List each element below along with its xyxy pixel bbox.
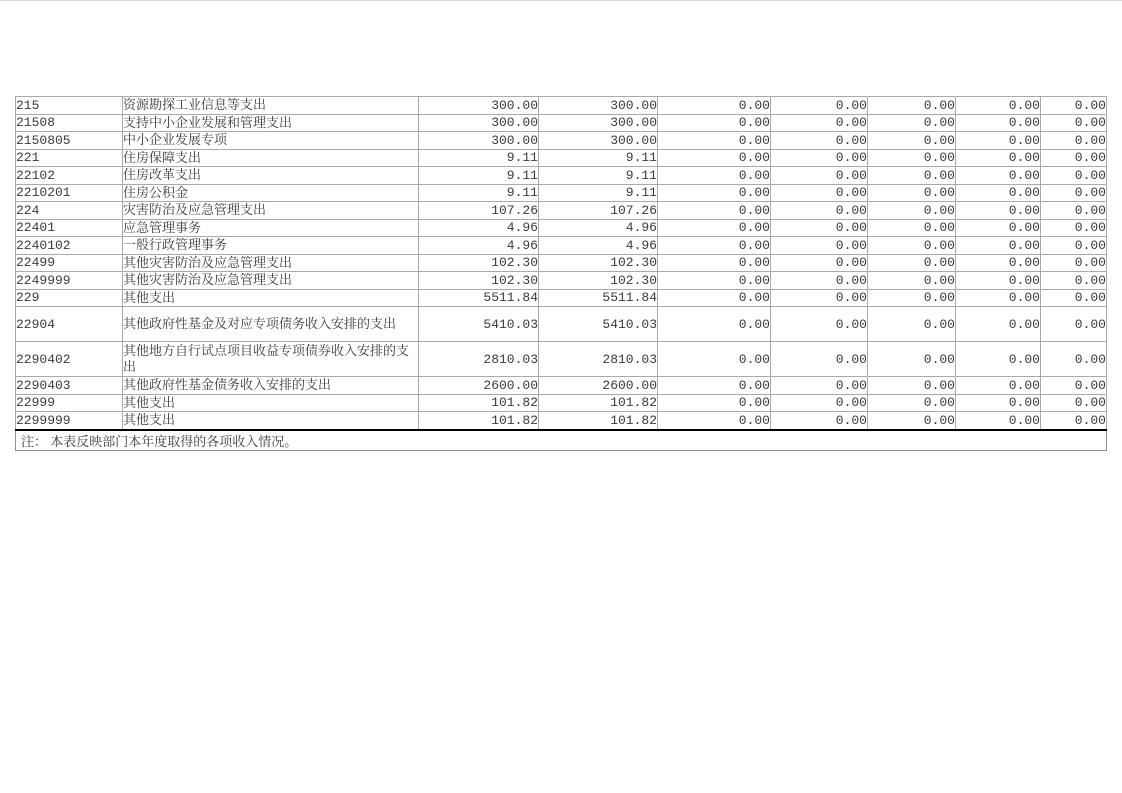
cell-value: 0.00 <box>1041 149 1107 167</box>
cell-value: 0.00 <box>1041 219 1107 237</box>
cell-value: 0.00 <box>868 237 956 255</box>
cell-value: 0.00 <box>771 342 868 377</box>
cell-value: 4.96 <box>419 219 539 237</box>
cell-code: 2249999 <box>16 272 123 290</box>
cell-value: 0.00 <box>956 97 1041 115</box>
cell-value: 9.11 <box>539 167 658 185</box>
cell-value: 0.00 <box>658 132 771 150</box>
cell-value: 107.26 <box>539 202 658 220</box>
page-top-edge <box>0 0 1122 1</box>
cell-value: 0.00 <box>956 412 1041 430</box>
cell-value: 0.00 <box>868 254 956 272</box>
cell-value: 0.00 <box>771 237 868 255</box>
table-row <box>16 114 1107 132</box>
cell-value: 0.00 <box>771 289 868 307</box>
cell-value: 2600.00 <box>539 377 658 395</box>
table-row <box>16 377 1107 395</box>
table-row <box>16 132 1107 150</box>
cell-value: 0.00 <box>658 377 771 395</box>
cell-value: 0.00 <box>658 254 771 272</box>
cell-code: 22999 <box>16 394 123 412</box>
cell-value: 9.11 <box>539 149 658 167</box>
cell-value: 0.00 <box>658 149 771 167</box>
cell-value: 0.00 <box>658 237 771 255</box>
cell-value: 0.00 <box>1041 132 1107 150</box>
cell-value: 0.00 <box>956 237 1041 255</box>
cell-value: 0.00 <box>771 114 868 132</box>
cell-name: 其他政府性基金及对应专项债务收入安排的支出 <box>123 307 419 342</box>
cell-value: 9.11 <box>419 149 539 167</box>
cell-value: 0.00 <box>868 394 956 412</box>
cell-value: 300.00 <box>539 97 658 115</box>
cell-value: 0.00 <box>956 184 1041 202</box>
cell-name: 应急管理事务 <box>123 219 419 237</box>
cell-value: 5511.84 <box>539 289 658 307</box>
cell-value: 0.00 <box>868 412 956 430</box>
cell-value: 0.00 <box>771 394 868 412</box>
table-foot <box>16 430 1107 451</box>
cell-value: 0.00 <box>956 377 1041 395</box>
cell-value: 0.00 <box>771 377 868 395</box>
table-row <box>16 237 1107 255</box>
cell-value: 0.00 <box>868 377 956 395</box>
cell-code: 2299999 <box>16 412 123 430</box>
cell-value: 0.00 <box>658 342 771 377</box>
cell-value: 0.00 <box>1041 254 1107 272</box>
cell-name: 其他支出 <box>123 394 419 412</box>
table-body <box>16 97 1107 430</box>
table-row <box>16 149 1107 167</box>
cell-value: 0.00 <box>771 97 868 115</box>
cell-value: 300.00 <box>539 114 658 132</box>
cell-name: 其他支出 <box>123 412 419 430</box>
cell-value: 0.00 <box>956 307 1041 342</box>
cell-name: 资源勘探工业信息等支出 <box>123 97 419 115</box>
cell-value: 0.00 <box>868 342 956 377</box>
cell-value: 0.00 <box>868 97 956 115</box>
cell-value: 0.00 <box>771 167 868 185</box>
cell-value: 101.82 <box>419 412 539 430</box>
cell-value: 0.00 <box>1041 342 1107 377</box>
cell-value: 107.26 <box>419 202 539 220</box>
cell-name: 住房保障支出 <box>123 149 419 167</box>
table-row <box>16 272 1107 290</box>
cell-code: 21508 <box>16 114 123 132</box>
cell-value: 0.00 <box>771 219 868 237</box>
cell-value: 0.00 <box>868 149 956 167</box>
cell-value: 101.82 <box>539 394 658 412</box>
cell-name: 其他政府性基金债务收入安排的支出 <box>123 377 419 395</box>
table-row <box>16 167 1107 185</box>
cell-value: 9.11 <box>539 184 658 202</box>
cell-value: 300.00 <box>419 114 539 132</box>
cell-name: 灾害防治及应急管理支出 <box>123 202 419 220</box>
cell-value: 0.00 <box>868 132 956 150</box>
cell-value: 0.00 <box>868 219 956 237</box>
cell-value: 102.30 <box>419 272 539 290</box>
cell-value: 0.00 <box>868 167 956 185</box>
cell-code: 22499 <box>16 254 123 272</box>
cell-value: 2600.00 <box>419 377 539 395</box>
cell-value: 0.00 <box>771 254 868 272</box>
cell-value: 0.00 <box>658 167 771 185</box>
cell-name: 住房改革支出 <box>123 167 419 185</box>
cell-code: 22904 <box>16 307 123 342</box>
cell-value: 102.30 <box>539 272 658 290</box>
cell-value: 0.00 <box>868 289 956 307</box>
cell-value: 0.00 <box>1041 202 1107 220</box>
cell-value: 5410.03 <box>419 307 539 342</box>
cell-code: 2290403 <box>16 377 123 395</box>
cell-value: 0.00 <box>771 307 868 342</box>
cell-value: 102.30 <box>419 254 539 272</box>
cell-value: 300.00 <box>419 132 539 150</box>
cell-name: 中小企业发展专项 <box>123 132 419 150</box>
cell-value: 0.00 <box>658 412 771 430</box>
table-note: 注： 本表反映部门本年度取得的各项收入情况。 <box>16 430 1107 451</box>
cell-value: 0.00 <box>868 272 956 290</box>
cell-value: 300.00 <box>539 132 658 150</box>
cell-value: 0.00 <box>1041 167 1107 185</box>
cell-value: 0.00 <box>658 202 771 220</box>
cell-value: 0.00 <box>1041 237 1107 255</box>
cell-value: 0.00 <box>658 97 771 115</box>
cell-value: 0.00 <box>956 132 1041 150</box>
cell-value: 0.00 <box>771 412 868 430</box>
cell-value: 0.00 <box>1041 184 1107 202</box>
table-row <box>16 394 1107 412</box>
cell-value: 9.11 <box>419 167 539 185</box>
cell-code: 22102 <box>16 167 123 185</box>
cell-value: 0.00 <box>771 184 868 202</box>
cell-value: 0.00 <box>658 394 771 412</box>
cell-value: 300.00 <box>419 97 539 115</box>
cell-code: 22401 <box>16 219 123 237</box>
cell-value: 0.00 <box>658 184 771 202</box>
table-row <box>16 289 1107 307</box>
cell-code: 229 <box>16 289 123 307</box>
cell-code: 2210201 <box>16 184 123 202</box>
cell-value: 0.00 <box>1041 412 1107 430</box>
table-row <box>16 202 1107 220</box>
cell-value: 0.00 <box>956 167 1041 185</box>
table-row <box>16 97 1107 115</box>
cell-value: 2810.03 <box>539 342 658 377</box>
cell-value: 0.00 <box>658 114 771 132</box>
cell-code: 221 <box>16 149 123 167</box>
table-row <box>16 307 1107 342</box>
cell-name: 支持中小企业发展和管理支出 <box>123 114 419 132</box>
cell-code: 2150805 <box>16 132 123 150</box>
cell-value: 101.82 <box>419 394 539 412</box>
cell-value: 0.00 <box>771 149 868 167</box>
cell-value: 0.00 <box>658 307 771 342</box>
cell-value: 0.00 <box>771 272 868 290</box>
cell-value: 0.00 <box>956 219 1041 237</box>
cell-name: 一般行政管理事务 <box>123 237 419 255</box>
cell-value: 0.00 <box>1041 394 1107 412</box>
cell-code: 2290402 <box>16 342 123 377</box>
cell-value: 0.00 <box>956 272 1041 290</box>
cell-value: 0.00 <box>956 114 1041 132</box>
cell-value: 0.00 <box>1041 114 1107 132</box>
cell-name: 其他灾害防治及应急管理支出 <box>123 272 419 290</box>
cell-value: 0.00 <box>956 394 1041 412</box>
cell-value: 0.00 <box>868 114 956 132</box>
cell-value: 5410.03 <box>539 307 658 342</box>
cell-value: 2810.03 <box>419 342 539 377</box>
cell-value: 0.00 <box>956 342 1041 377</box>
income-table <box>15 96 1107 451</box>
table-row <box>16 219 1107 237</box>
table-row <box>16 184 1107 202</box>
cell-code: 215 <box>16 97 123 115</box>
cell-name: 其他地方自行试点项目收益专项债券收入安排的支出 <box>123 342 419 377</box>
cell-value: 0.00 <box>658 289 771 307</box>
table-row <box>16 254 1107 272</box>
cell-value: 0.00 <box>1041 289 1107 307</box>
cell-value: 0.00 <box>868 307 956 342</box>
cell-name: 住房公积金 <box>123 184 419 202</box>
cell-value: 4.96 <box>419 237 539 255</box>
cell-name: 其他灾害防治及应急管理支出 <box>123 254 419 272</box>
cell-value: 0.00 <box>956 149 1041 167</box>
cell-value: 0.00 <box>1041 272 1107 290</box>
cell-value: 0.00 <box>956 202 1041 220</box>
cell-value: 101.82 <box>539 412 658 430</box>
cell-value: 0.00 <box>1041 307 1107 342</box>
cell-value: 0.00 <box>1041 97 1107 115</box>
cell-value: 0.00 <box>771 132 868 150</box>
cell-code: 2240102 <box>16 237 123 255</box>
table-row <box>16 342 1107 377</box>
cell-value: 102.30 <box>539 254 658 272</box>
cell-value: 0.00 <box>771 202 868 220</box>
cell-value: 4.96 <box>539 219 658 237</box>
cell-name: 其他支出 <box>123 289 419 307</box>
cell-value: 0.00 <box>956 289 1041 307</box>
note-row <box>16 430 1107 451</box>
table-row <box>16 412 1107 430</box>
cell-value: 0.00 <box>1041 377 1107 395</box>
cell-value: 9.11 <box>419 184 539 202</box>
cell-value: 5511.84 <box>419 289 539 307</box>
cell-code: 224 <box>16 202 123 220</box>
cell-value: 0.00 <box>868 202 956 220</box>
cell-value: 0.00 <box>956 254 1041 272</box>
cell-value: 4.96 <box>539 237 658 255</box>
cell-value: 0.00 <box>658 219 771 237</box>
cell-value: 0.00 <box>658 272 771 290</box>
cell-value: 0.00 <box>868 184 956 202</box>
